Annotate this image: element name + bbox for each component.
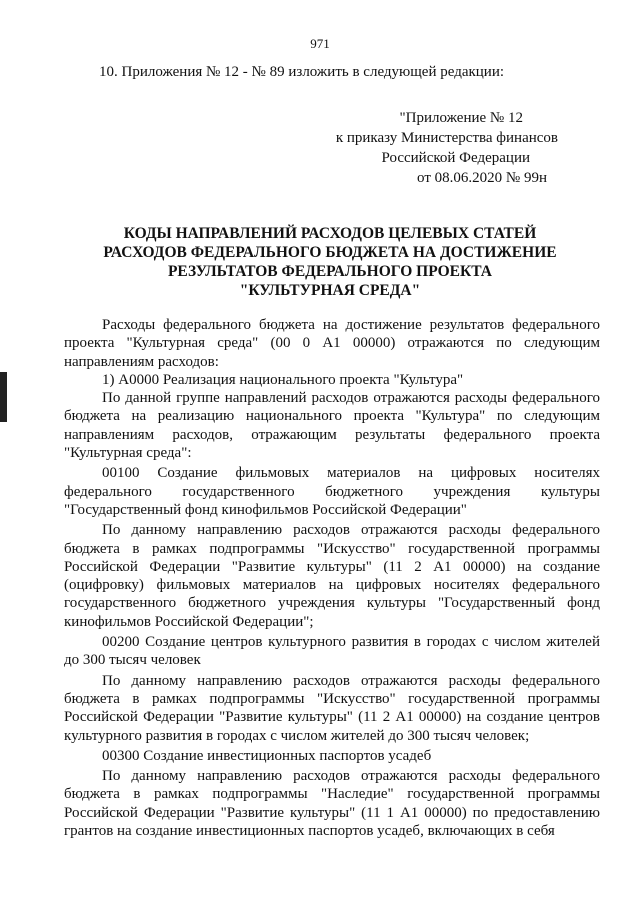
paragraph: 00100 Создание фильмовых материалов на цифровых носителях федерального государственного бюджетного учреждения культуры "Государственный фонд кинофильмов Российской Федерации" (64, 465, 600, 518)
title-line: РАСХОДОВ ФЕДЕРАЛЬНОГО БЮДЖЕТА НА ДОСТИЖЕНИЕ (103, 244, 557, 261)
title-line: КОДЫ НАПРАВЛЕНИЙ РАСХОДОВ ЦЕЛЕВЫХ СТАТЕЙ (123, 225, 537, 242)
paragraph: По данному направлению расходов отражаются расходы федерального бюджета в рамках подпрограммы "Наследие" государственной программы Российской Федерации "Развитие культуры" (11 1 А1 00000) по предоставлению грантов на создание инвестиционных паспортов усадеб, включающих в себя (64, 768, 600, 840)
appendix-line: от 08.06.2020 № 99н (417, 170, 547, 186)
paragraph: 1) А0000 Реализация национального проекта "Культура" (102, 371, 464, 388)
document-title (60, 224, 600, 300)
paragraph: По данному направлению расходов отражаются расходы федерального бюджета в рамках подпрограммы "Искусство" государственной программы Российской Федерации "Развитие культуры" (11 2 А1 00000) на создание центров культурного развития в городах с числом жителей до 300 тысяч человек; (64, 672, 600, 744)
paragraph: По данному направлению расходов отражаются расходы федерального бюджета в рамках подпрограммы "Искусство" государственной программы Российской Федерации "Развитие культуры" (11 2 А1 00000) на создание (оцифровку) фильмовых материалов на цифровых носителях федерального государственного бюджетного учреждения культуры "Государственный фонд кинофильмов Российской Федерации"; (64, 522, 600, 630)
appendix-header (300, 108, 600, 188)
title-line: РЕЗУЛЬТАТОВ ФЕДЕРАЛЬНОГО ПРОЕКТА (167, 263, 493, 280)
paragraph: 00200 Создание центров культурного развития в городах с числом жителей до 300 тысяч человек (64, 634, 600, 669)
paragraph: 00300 Создание инвестиционных паспортов усадеб (102, 747, 432, 764)
paragraph: Расходы федерального бюджета на достижение результатов федерального проекта "Культурная среда" (00 0 А1 00000) отражаются по следующим направлениям расходов: (64, 317, 600, 370)
appendix-line: к приказу Министерства финансов (335, 130, 558, 146)
document-body (64, 316, 600, 840)
page-number: 971 (310, 36, 330, 51)
title-line: "КУЛЬТУРНАЯ СРЕДА" (239, 282, 421, 299)
appendix-line: "Приложение № 12 (399, 110, 523, 126)
scan-edge-mark (0, 372, 7, 422)
amendment-intro: 10. Приложения № 12 - № 89 изложить в следующей редакции: (99, 64, 505, 80)
appendix-line: Российской Федерации (381, 150, 530, 166)
paragraph: По данной группе направлений расходов отражаются расходы федерального бюджета на реализацию национального проекта "Культура" по следующим направлениям расходов, отражающим результаты федерального проекта "Культурная среда": (64, 390, 600, 462)
